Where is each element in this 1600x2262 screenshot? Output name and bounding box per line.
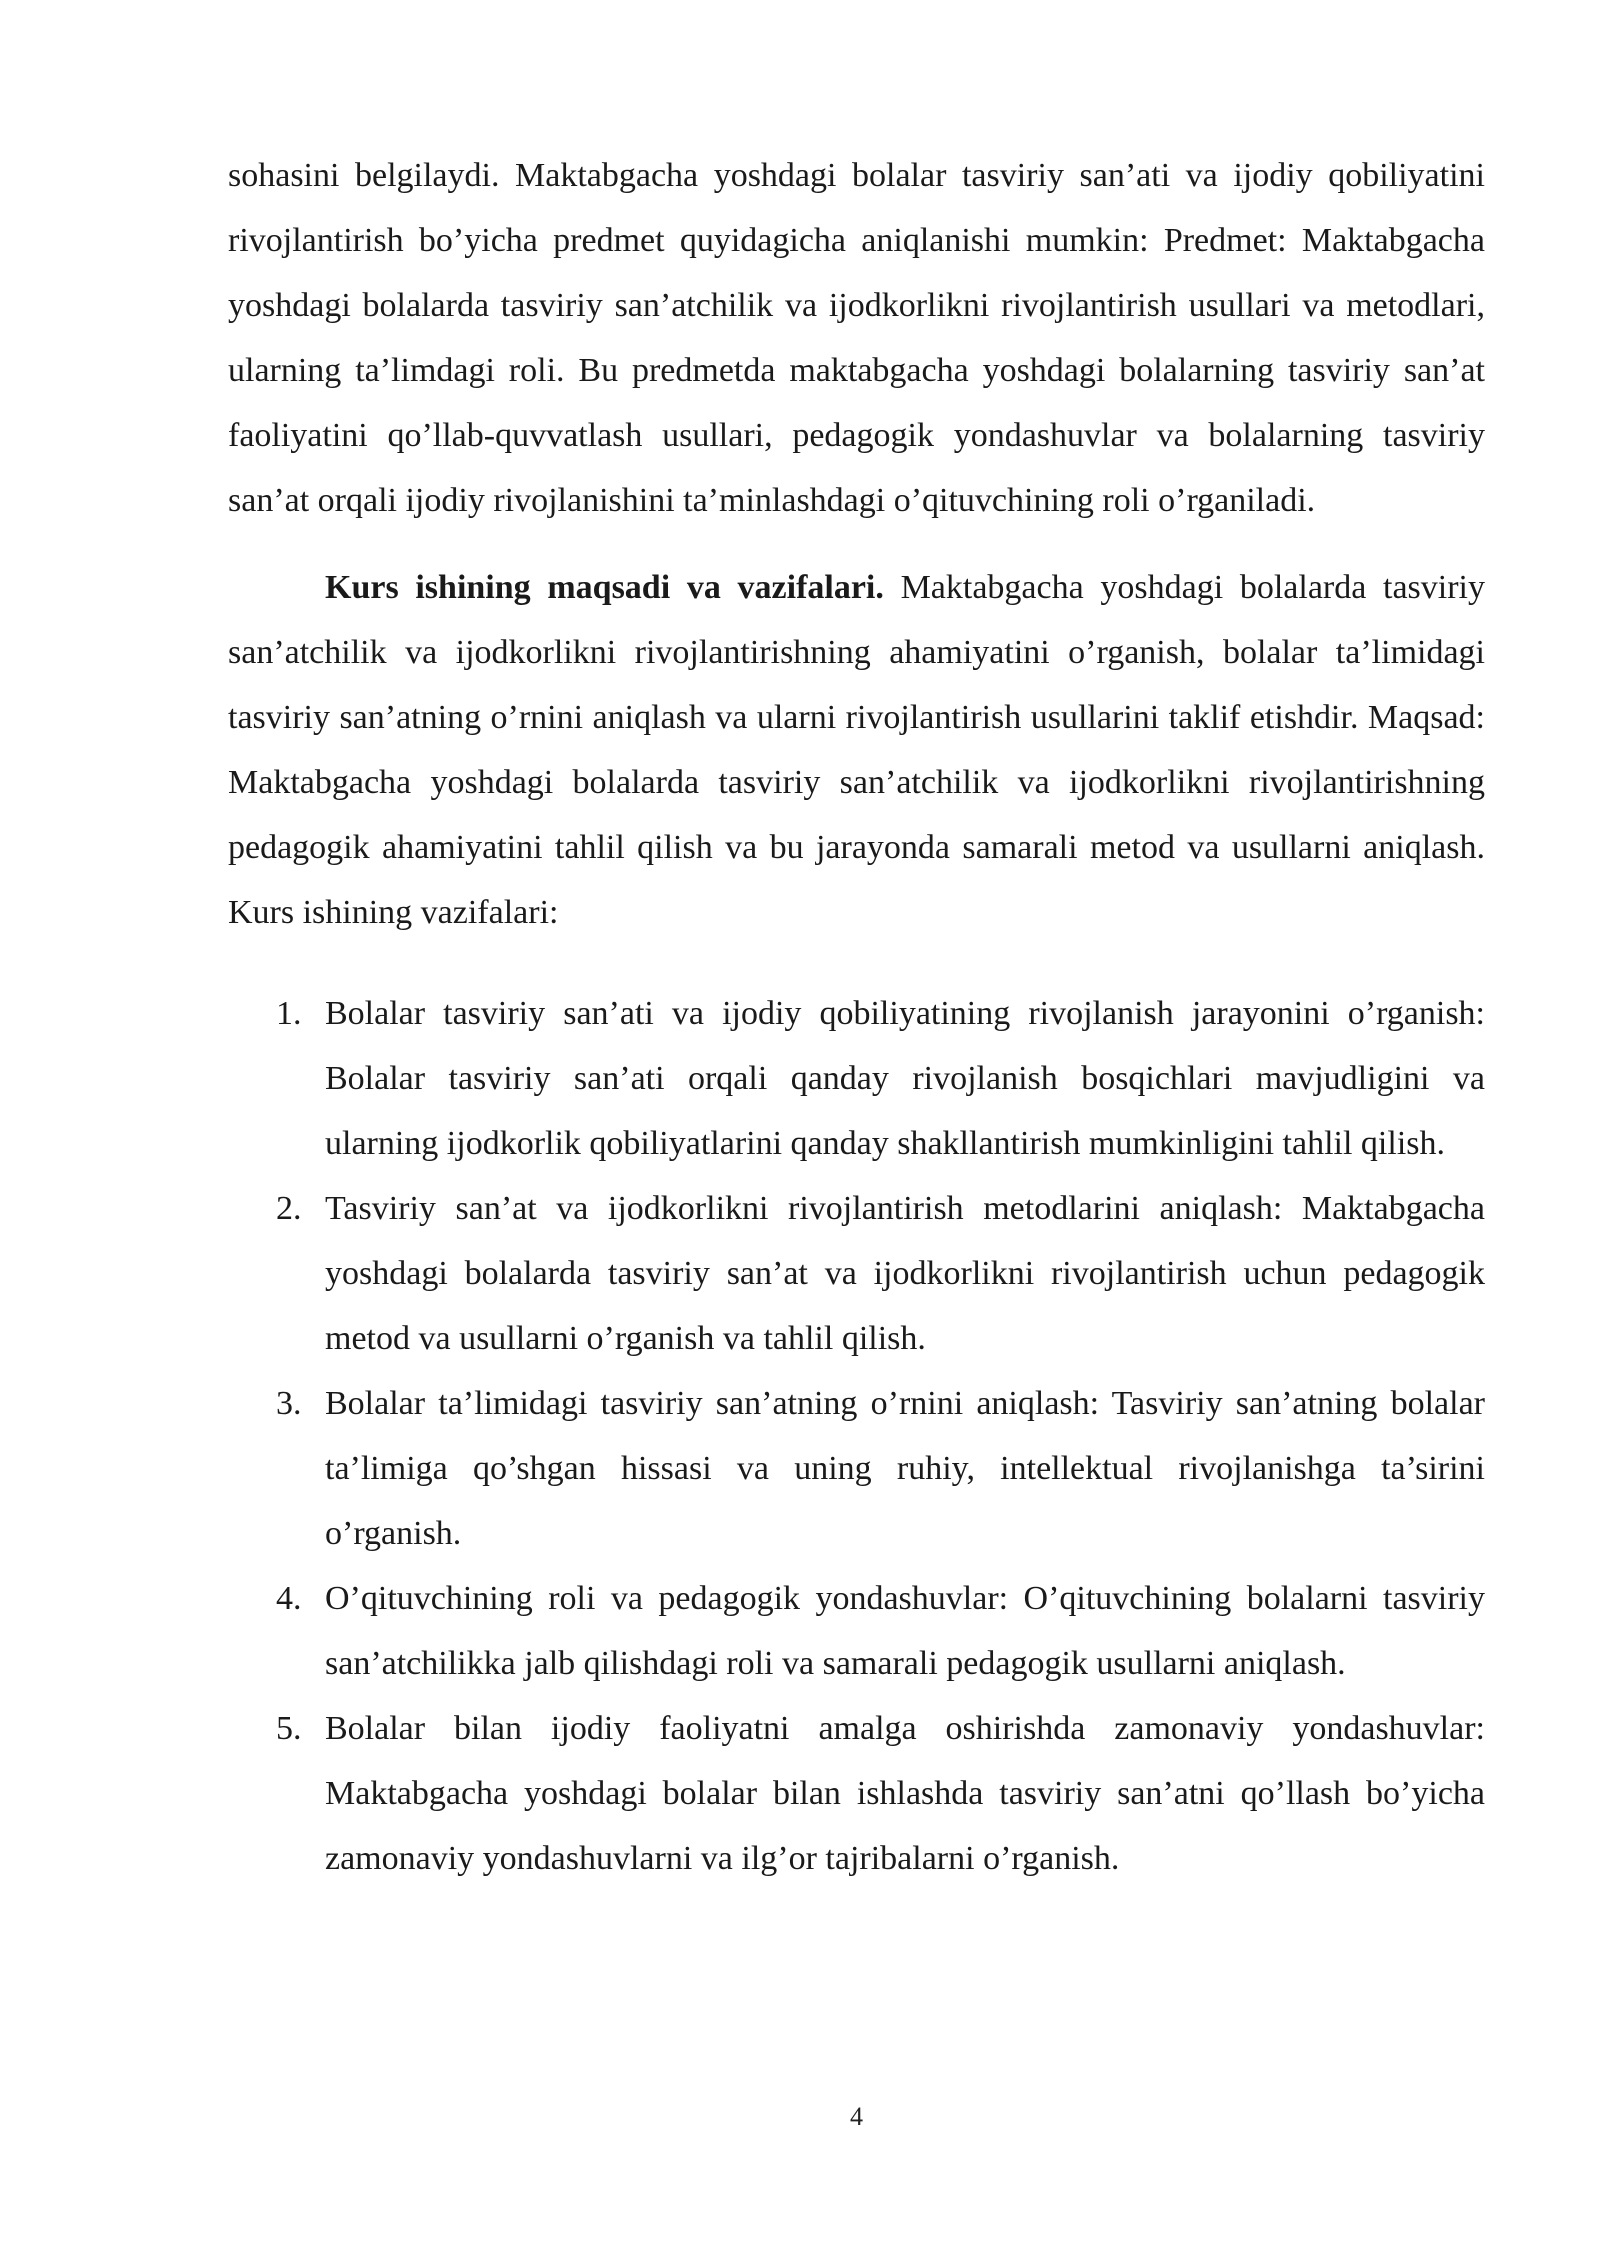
paragraph-goals-text: Maktabgacha yoshdagi bolalarda tasviriy san’atchilik va ijodkorlikni rivojlantirishning ahamiyatini o’rganish, bolalar ta’limidagi tasviriy san’atning o’rnini aniqlash va ularni rivojlantirish usullarini taklif etishdir. Maqsad: Maktabgacha yoshdagi bolalarda tasviriy san’atchilik va ijodkorlikni rivojlantirishning pedagogik ahamiyatini tahlil qilish va bu jarayonda samarali metod va usullarni aniqlash. Kurs ishining vazifalari:	[228, 569, 1486, 931]
page-number: 4	[850, 2102, 863, 2131]
task-list	[228, 981, 1485, 1891]
section-heading: Kurs ishining maqsadi va vazifalari.	[325, 569, 884, 606]
list-item	[228, 1176, 1485, 1371]
list-item	[228, 1371, 1485, 1566]
list-item	[228, 1696, 1485, 1891]
list-item-number: 4.	[276, 1580, 302, 1617]
list-item-number: 3.	[276, 1385, 302, 1422]
list-item-text: O’qituvchining roli va pedagogik yondashuvlar: O’qituvchining bolalarni tasviriy san’atchilikka jalb qilishdagi roli va samarali pedagogik usullarni aniqlash.	[325, 1580, 1485, 1682]
document-body	[228, 143, 1485, 1891]
list-item	[228, 1566, 1485, 1696]
paragraph-subject: sohasini belgilaydi. Maktabgacha yoshdagi bolalar tasviriy san’ati va ijodiy qobiliyatini rivojlantirish bo’yicha predmet quyidagicha aniqlanishi mumkin: Predmet: Maktabgacha yoshdagi bolalarda tasviriy san’atchilik va ijodkorlikni rivojlantirish usullari va metodlari, ularning ta’limdagi roli. Bu predmetda maktabgacha yoshdagi bolalarning tasviriy san’at faoliyatini qo’llab-quvvatlash usullari, pedagogik yondashuvlar va bolalarning tasviriy san’at orqali ijodiy rivojlanishini ta’minlashdagi o’qituvchining roli o’rganiladi.	[228, 157, 1485, 519]
list-item-number: 2.	[276, 1190, 302, 1227]
list-item-number: 1.	[276, 995, 302, 1032]
list-item-text: Tasviriy san’at va ijodkorlikni rivojlantirish metodlarini aniqlash: Maktabgacha yoshdagi bolalarda tasviriy san’at va ijodkorlikni rivojlantirish uchun pedagogik metod va usullarni o’rganish va tahlil qilish.	[325, 1190, 1485, 1357]
list-item	[228, 981, 1485, 1176]
list-item-number: 5.	[276, 1710, 302, 1747]
list-item-text: Bolalar ta’limidagi tasviriy san’atning o’rnini aniqlash: Tasviriy san’atning bolalar ta’limiga qo’shgan hissasi va uning ruhiy, intellektual rivojlanishga ta’sirini o’rganish.	[325, 1385, 1485, 1552]
paragraph-goals	[228, 555, 1485, 945]
list-item-text: Bolalar bilan ijodiy faoliyatni amalga oshirishda zamonaviy yondashuvlar: Maktabgacha yoshdagi bolalar bilan ishlashda tasviriy san’atni qo’llash bo’yicha zamonaviy yondashuvlarni va ilg’or tajribalarni o’rganish.	[325, 1710, 1485, 1877]
list-item-text: Bolalar tasviriy san’ati va ijodiy qobiliyatining rivojlanish jarayonini o’rganish: Bolalar tasviriy san’ati orqali qanday rivojlanish bosqichlari mavjudligini va ularning ijodkorlik qobiliyatlarini qanday shakllantirish mumkinligini tahlil qilish.	[325, 995, 1485, 1162]
